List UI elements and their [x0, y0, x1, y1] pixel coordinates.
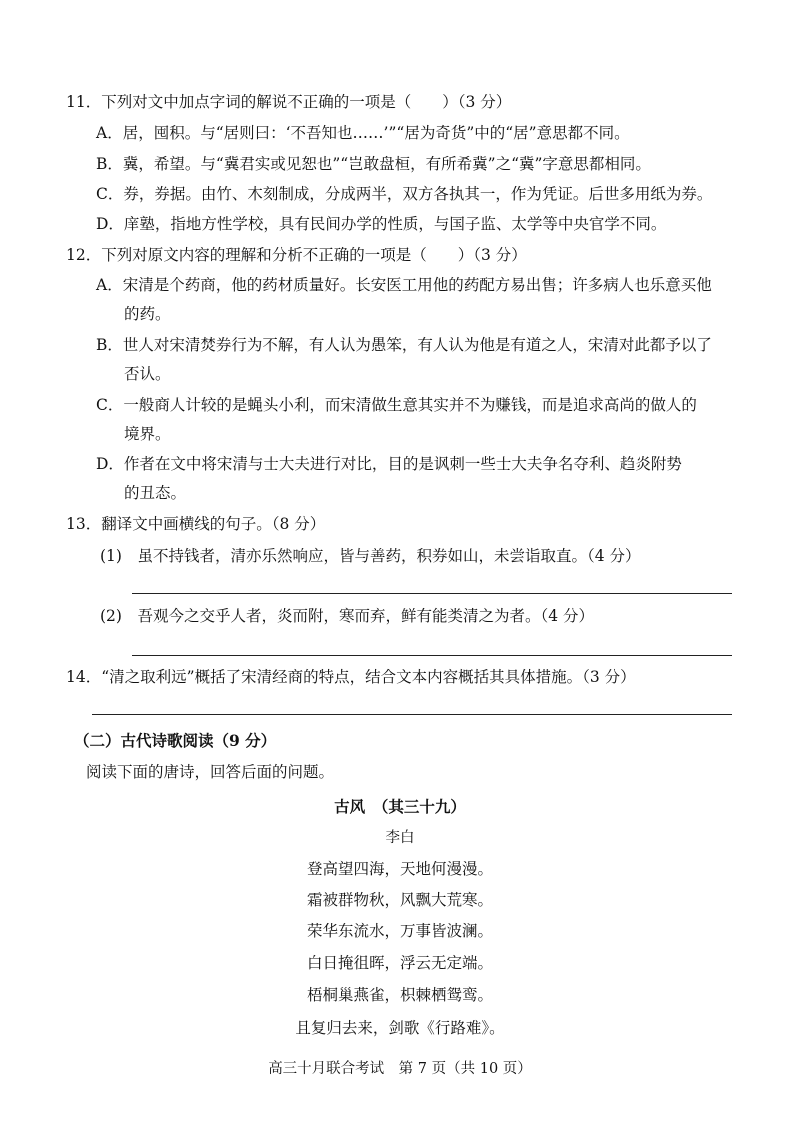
q12-option-d-line1: D．作者在文中将宋清与士大夫进行对比，目的是讽刺一些士大夫争名夺利、趋炎附势 [96, 455, 682, 473]
q11-option-b: B．冀，希望。与“冀君实或见恕也”“岂敢盘桓，有所希冀”之“冀”字意思都相同。 [96, 155, 651, 173]
q12-option-a-line1: A．宋清是个药商，他的药材质量好。长安医工用他的药配方易出售；许多病人也乐意买他 [96, 276, 712, 294]
section-intro: 阅读下面的唐诗，回答后面的问题。 [86, 763, 335, 781]
q14-answer-line [92, 714, 732, 715]
q12-option-a-line2: 的药。 [124, 305, 171, 323]
page-footer: 高三十月联合考试 第 7 页（共 10 页） [268, 1061, 532, 1077]
poem-line-6: 且复归去来，剑歌《行路难》。 [295, 1019, 505, 1037]
poem-line-1: 登高望四海，天地何漫漫。 [306, 860, 493, 878]
poem-author: 李白 [385, 830, 415, 846]
q12-option-b-line2: 否认。 [124, 365, 171, 383]
poem-title: 古风 （其三十九） [334, 797, 466, 816]
q13-stem: 13．翻译文中画横线的句子。（8 分） [66, 515, 326, 533]
q11-option-d: D．庠塾，指地方性学校，具有民间办学的性质，与国子监、太学等中央官学不同。 [96, 215, 667, 233]
q11-stem: 11．下列对文中加点字词的解说不正确的一项是（ ）（3 分） [66, 93, 512, 111]
q13-item-2-answer-line [132, 655, 732, 656]
poem-line-3: 荣华东流水，万事皆波澜。 [306, 922, 493, 940]
q13-item-1-answer-line [132, 593, 732, 594]
poem-line-5: 梧桐巢燕雀，枳棘栖鸳鸾。 [306, 986, 493, 1004]
q13-item-2: (2) 吾观今之交乎人者，炎而附，寒而弃，鲜有能类清之为者。（4 分） [100, 607, 594, 625]
section-heading: （二）古代诗歌阅读（9 分） [74, 731, 277, 750]
q11-option-a: A．居，囤积。与“居则曰：‘不吾知也……’”“居为奇货”中的“居”意思都不同。 [96, 124, 630, 142]
q12-stem: 12．下列对原文内容的理解和分析不正确的一项是（ ）（3 分） [66, 246, 527, 264]
q11-option-c: C．券，券据。由竹、木刻制成，分成两半，双方各执其一，作为凭证。后世多用纸为券。 [96, 185, 713, 203]
q12-option-d-line2: 的丑态。 [124, 484, 187, 502]
q14-stem: 14．“清之取利远”概括了宋清经商的特点，结合文本内容概括其具体措施。（3 分） [66, 668, 636, 686]
q13-item-1: (1) 虽不持钱者，清亦乐然响应，皆与善药，积券如山，未尝诣取直。（4 分） [100, 547, 641, 565]
q12-option-c-line2: 境界。 [124, 425, 171, 443]
q12-option-b-line1: B．世人对宋清焚券行为不解，有人认为愚笨，有人认为他是有道之人，宋清对此都予以了 [96, 336, 712, 354]
poem-line-2: 霜被群物秋，风飘大荒寒。 [306, 891, 493, 909]
poem-line-4: 白日掩徂晖，浮云无定端。 [306, 954, 493, 972]
q12-option-c-line1: C．一般商人计较的是蝇头小利，而宋清做生意其实并不为赚钱，而是追求高尚的做人的 [96, 396, 697, 414]
